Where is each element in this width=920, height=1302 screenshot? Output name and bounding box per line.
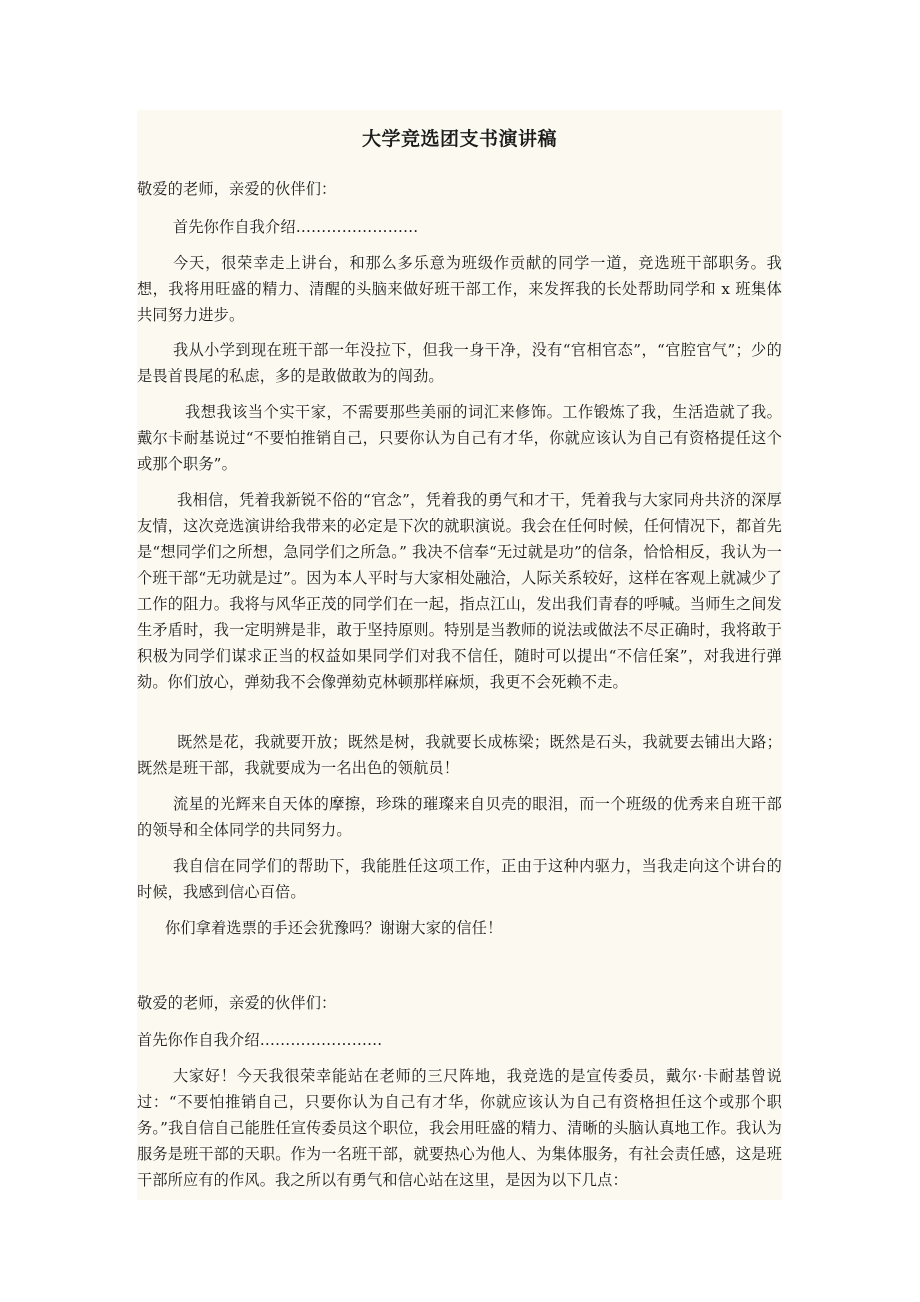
paragraph-metaphor: 既然是花，我就要开放；既然是树，我就要长成栋梁；既然是石头，我就要去铺出大路；既然是班干部，我就要成为一名出色的领航员！: [137, 733, 782, 777]
paragraph-opening: 今天，很荣幸走上讲台，和那么多乐意为班级作贡献的同学一道，竞选班干部职务。我想，我将用旺盛的精力、清醒的头脑来做好班干部工作，来发挥我的长处帮助同学和 x 班集体共同努力进步。: [137, 254, 782, 324]
salutation-second: 敬爱的老师，亲爱的伙伴们：: [137, 994, 337, 1012]
paragraph-greeting: 大家好！今天我很荣幸能站在老师的三尺阵地，我竞选的是宣传委员，戴尔·卡耐基曾说过：“不要怕推销自己，只要你认为自己有才华，你就应该认为自己有资格担任这个或那个职务。”我自信自己能胜任宣传委员这个职位，我会用旺盛的精力、清晰的头脑认真地工作。我认为服务是班干部的天职。作为一名班干部，就要热心为他人、为集体服务，有社会责任感，这是班干部所应有的作风。我之所以有勇气和信心站在这里，是因为以下几点：: [137, 1067, 782, 1189]
self-introduction-line: 首先你作自我介绍……………………: [173, 218, 419, 236]
paragraph-belief: 我相信，凭着我新锐不俗的“官念”，凭着我的勇气和才干，凭着我与大家同舟共济的深厚友情，这次竞选演讲给我带来的必定是下次的就职演说。我会在任何时候，任何情况下，都首先是“想同学们之所想，急同学们之所急。” 我决不信奉“无过就是功”的信条，恰恰相反，我认为一个班干部“无功就是过”。因为本人平时与大家相处融洽，人际关系较好，这样在客观上就减少了工作的阻力。我将与风华正茂的同学们在一起，指点江山，发出我们青春的呼喊。当师生之间发生矛盾时，我一定明辨是非，敢于坚持原则。特别是当教师的说法或做法不尽正确时，我将敢于积极为同学们谋求正当的权益如果同学们对我不信任，随时可以提出“不信任案”，对我进行弹劾。你们放心，弹劾我不会像弹劾克林顿那样麻烦，我更不会死赖不走。: [137, 491, 782, 691]
paragraph-closing: 你们拿着选票的手还会犹豫吗？谢谢大家的信任！: [165, 919, 503, 937]
paragraph-practical: 我想我该当个实干家，不需要那些美丽的词汇来修饰。工作锻炼了我，生活造就了我。戴尔卡耐基说过“不要怕推销自己，只要你认为自己有才华，你就应该认为自己有资格提任这个或那个职务”。: [137, 403, 782, 473]
salutation: 敬爱的老师，亲爱的伙伴们：: [137, 180, 337, 198]
paragraph-confidence: 我自信在同学们的帮助下，我能胜任这项工作，正由于这种内驱力，当我走向这个讲台的时候，我感到信心百倍。: [137, 857, 782, 901]
document-page: [137, 110, 782, 1200]
document-title: 大学竞选团支书演讲稿: [361, 128, 557, 150]
paragraph-meteor: 流星的光辉来自天体的摩擦，珍珠的璀璨来自贝壳的眼泪，而一个班级的优秀来自班干部的领导和全体同学的共同努力。: [137, 795, 782, 839]
self-introduction-line-second: 首先你作自我介绍……………………: [137, 1031, 383, 1049]
paragraph-experience: 我从小学到现在班干部一年没拉下，但我一身干净，没有“官相官态”，“官腔官气”；少的是畏首畏尾的私虑，多的是敢做敢为的闯劲。: [137, 341, 782, 385]
